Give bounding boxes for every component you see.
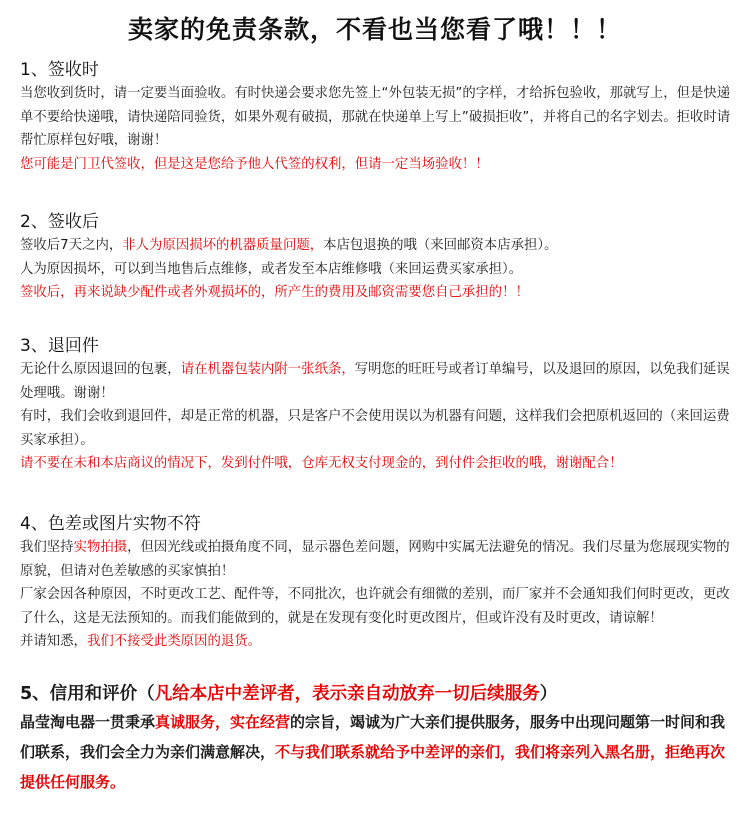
text-span: 无论什么原因退回的包裹，: [20, 362, 181, 377]
text-span: 我们坚持: [20, 540, 74, 555]
section-warning: 您可能是门卫代签收，但是这是您给予他人代签的权利，但请一定当场验收！！: [20, 156, 489, 172]
emphasis-text: 凡给本店中差评者，表示亲自动放弃一切后续服务: [154, 684, 540, 704]
section-signing: [20, 58, 732, 176]
page-title: 卖家的免责条款，不看也当您看了哦！！！: [127, 15, 622, 44]
text-span: 晶莹淘电器一贯秉承: [20, 713, 156, 731]
section-heading: 3、退回件: [20, 336, 99, 356]
section-heading: 2、签收后: [20, 212, 99, 232]
section-heading: 1、签收时: [20, 60, 99, 80]
emphasis-text: 请在机器包装内附一张纸条，: [180, 362, 355, 377]
section-paragraph: 人为原因损坏，可以到当地售后点维修，或者发至本店维修哦（来回运费买家承担）。: [20, 261, 523, 277]
section-paragraph: [20, 630, 732, 654]
text-span: 写明您的旺旺号或者订单编号，以及退回的原因，以免我们延误处理哦。谢谢！: [20, 362, 730, 401]
text-span: 签收后7天之内，: [20, 238, 123, 253]
emphasis-text: 真诚服务，实在经营: [155, 713, 291, 731]
text-span: 5、信用和评价（: [20, 684, 155, 704]
text-span: 本店包退换的哦（来回邮资本店承担）。: [323, 238, 558, 253]
section-paragraph: [20, 536, 732, 583]
emphasis-text: 我们不接受此类原因的退货。: [86, 634, 262, 649]
text-span: ）: [539, 684, 558, 704]
section-heading: [20, 681, 732, 707]
section-paragraph: [20, 358, 732, 405]
section-paragraph: 厂家会因各种原因，不时更改工艺、配件等，不同批次，也许就会有细微的差别，而厂家并不会通知我们何时更改，更改了什么，这是无法预知的。而我们能做到的，就是在发现有变化时更改图片，但或许没有及时更改，请谅解！: [20, 587, 730, 626]
text-span: 并请知悉，: [20, 634, 87, 649]
section-returns: [20, 334, 732, 476]
section-credit-rating: [20, 681, 732, 797]
section-heading: 4、色差或图片实物不符: [20, 514, 201, 534]
section-warning: 签收后，再来说缺少配件或者外观损坏的，所产生的费用及邮资需要您自己承担的！！: [20, 285, 529, 300]
section-paragraph: 有时，我们会收到退回件，却是正常的机器，只是客户不会使用误以为机器有问题，这样我们会把原机返回的（来回运费买家承担）。: [20, 409, 730, 448]
text-span: 的宗旨，竭诚为广大亲们提供服务，服务中出现问题第一时间和我们联系，我们会全力为亲们满意解决，: [20, 713, 726, 761]
emphasis-text: 实物拍摄: [73, 540, 128, 555]
section-after-signing: [20, 210, 732, 305]
emphasis-text: 非人为原因损坏的机器质量问题，: [122, 238, 324, 253]
emphasis-text: 不与我们联系就给予中差评的亲们，我们将亲列入黑名册，拒绝再次提供任何服务。: [20, 743, 726, 791]
text-span: ，但因光线或拍摄角度不同，显示器色差问题，网购中实属无法避免的情况。我们尽量为您展现实物的原貌，但请对色差敏感的买家慎拍！: [20, 540, 730, 579]
section-paragraph: [20, 234, 732, 258]
section-paragraph: 当您收到货时，请一定要当面验收。有时快递会要求您先签上“外包装无损”的字样，才给拆包验收，那就写上，但是快递单不要给快递哦，请快递陪同验货，如果外观有破损，那就在快递单上写上”破损拒收”，并将自己的名字划去。拒收时请帮忙原样包好哦，谢谢！: [20, 86, 731, 148]
section-warning: 请不要在未和本店商议的情况下，发到付件哦，仓库无权支付现金的，到付件会拒收的哦，谢谢配合！: [20, 456, 623, 471]
section-color-difference: [20, 512, 732, 654]
section-paragraph: [20, 707, 732, 797]
